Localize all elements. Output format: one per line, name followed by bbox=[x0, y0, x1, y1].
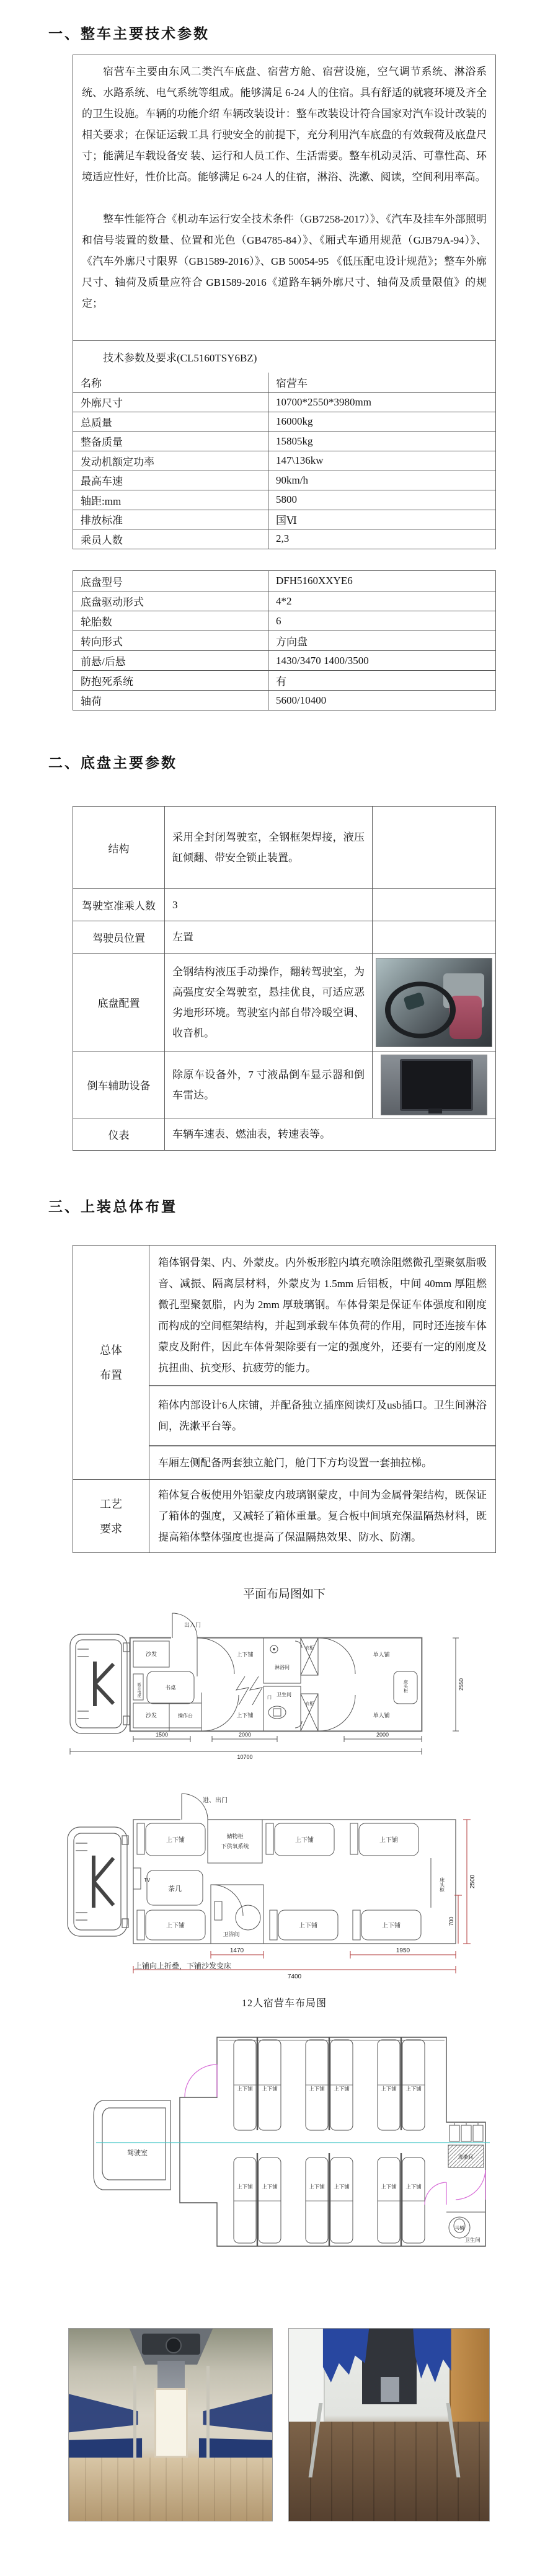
spec-row-value: 15805kg bbox=[268, 432, 495, 451]
craft-label-line2: 要求 bbox=[100, 1522, 122, 1535]
chassis-row-value: 有 bbox=[268, 670, 495, 690]
bunk-label: 上下铺 bbox=[381, 2086, 397, 2092]
bunk-label: 上下铺 bbox=[405, 2184, 422, 2190]
middle-fixtures bbox=[133, 1671, 417, 1705]
wardrobe-label: 衣柜 bbox=[305, 1702, 314, 1706]
row-label: 倒车辅助设备 bbox=[73, 1051, 165, 1118]
spec-row-label: 轴距:mm bbox=[73, 490, 268, 510]
bunk-label: 上下铺 bbox=[237, 2086, 253, 2092]
bunk-label: 上下铺 bbox=[299, 1923, 317, 1929]
row-value: 左置 bbox=[165, 921, 373, 953]
layout-item-structure: 箱体钢骨架、内、外蒙皮。内外板形腔内填充喷涂阻燃微孔型聚氨脂吸音、减振、隔离层材料，外蒙皮为 1.5mm 后铝板，中间 40mm 厚阻燃微孔型聚氨脂，内为 2mm 厚玻璃钢。车体骨架是保证车体强度和刚度而构成的空间框架结构，并起到承载车体负荷的作用，同时还连接车体蒙皮及附件，因此车体骨架除要有一定的强度外，还要有一定的刚度及抗扭曲、抗变形、抗疲劳的能力。 bbox=[158, 1256, 487, 1374]
middle-fixtures bbox=[133, 1858, 431, 1908]
bathroom-label: 卫浴间 bbox=[223, 1931, 240, 1937]
truck-cab-sketch bbox=[68, 1827, 128, 1936]
row-extra bbox=[373, 954, 495, 1051]
chassis-detail-table bbox=[73, 806, 496, 1151]
chassis-row-value: 4*2 bbox=[268, 591, 495, 611]
wardrobe-label: 衣柜 bbox=[305, 1646, 314, 1650]
chassis-row-label: 轮胎数 bbox=[73, 611, 268, 631]
tea-table-label: 茶几 bbox=[168, 1885, 182, 1893]
spec-row-value: 10700*2550*3980mm bbox=[268, 392, 495, 412]
bunk-label: 上下铺 bbox=[166, 1837, 185, 1844]
spec-row-label: 整备质量 bbox=[73, 432, 268, 451]
entry-door-label: 出入门 bbox=[184, 1622, 202, 1628]
row-value: 除原车设备外，7 寸液晶倒车显示器和倒车雷达。 bbox=[165, 1051, 373, 1118]
plans-intro: 平面布局图如下 bbox=[242, 1588, 326, 1601]
bunk-post-left bbox=[133, 2366, 136, 2459]
craft-text: 箱体复合板使用外铝蒙皮内玻璃钢蒙皮，中间为金属骨架结构，既保证了箱体的强度，又减轻了箱体重量。复合板中间填充保温隔热材料，既提高箱体整体强度也提高了保温隔热效果、防水、防潮。 bbox=[149, 1479, 495, 1552]
table-row bbox=[73, 1051, 495, 1118]
chassis-row-label: 轴荷 bbox=[73, 690, 268, 710]
chassis-row-value: 5600/10400 bbox=[268, 690, 495, 710]
layout-label-line2: 布置 bbox=[100, 1368, 122, 1381]
row-extra bbox=[373, 1051, 495, 1118]
cab-label: 驾驶室 bbox=[127, 2149, 148, 2157]
bunk-label: 上下铺 bbox=[262, 2086, 278, 2092]
storage-label-line2: 下供氧系统 bbox=[221, 1843, 249, 1849]
spec-row-label: 总质量 bbox=[73, 412, 268, 432]
floorplan-12person bbox=[59, 1789, 499, 1984]
cab-interior-photo bbox=[376, 958, 492, 1047]
craft-label-line1: 工艺 bbox=[100, 1497, 122, 1510]
chassis-spec-table bbox=[73, 571, 495, 710]
dim-1950: 1950 bbox=[396, 1947, 410, 1954]
standards-paragraph: 整车性能符合《机动车运行安全技术条件（GB7258-2017）》、《汽车及挂车外部照明和信号装置的数量、位置和光色（GB4785-84）》、《厢式车通用规范（GJB79A-94）》、《汽车外廓尺寸限界（GB1589-2016）》、GB 50054-95 《低压配电设计规范》；整车外廓尺寸、轴荷及质量应符合 GB1589-2016《道路车辆外廓尺寸、轴荷及质量限值》的规定； bbox=[82, 213, 487, 309]
end-doorway bbox=[154, 2388, 188, 2458]
row-label: 结构 bbox=[73, 807, 165, 888]
table-row bbox=[73, 1118, 495, 1150]
row-value: 采用全封闭驾驶室，全钢框架焊接，液压缸倾翻、带安全锁止装置。 bbox=[165, 807, 373, 888]
spec-title-row: 技术参数及要求(CL5160TSY6BZ) bbox=[73, 340, 495, 373]
spec-row-value: 5800 bbox=[268, 490, 495, 510]
bunk-label: 上下铺 bbox=[381, 2184, 397, 2190]
nightstand-label: 床头柜 bbox=[403, 1680, 408, 1693]
chassis-row-value: 6 bbox=[268, 611, 495, 631]
chassis-row-label: 前悬/后悬 bbox=[73, 650, 268, 670]
wc-label: 卫生间 bbox=[464, 2237, 480, 2243]
shower-room-label: 淋浴间 bbox=[275, 1665, 290, 1670]
row-extra bbox=[373, 921, 495, 953]
floorplan-24person bbox=[59, 2026, 499, 2265]
storage-label-line1: 储物柜 bbox=[226, 1833, 244, 1839]
dim-2550: 2550 bbox=[458, 1678, 464, 1691]
dim-700: 700 bbox=[448, 1916, 454, 1926]
lcd-monitor bbox=[400, 1059, 473, 1111]
single-bed-label: 单人铺 bbox=[373, 1712, 390, 1719]
fold-note: 上铺向上折叠，下铺沙发变床 bbox=[135, 1962, 232, 1970]
chassis-row-label: 底盘驱动形式 bbox=[73, 591, 268, 611]
bunk-label: 上下铺 bbox=[309, 2184, 325, 2190]
top-beds bbox=[234, 2037, 425, 2130]
row-label: 驾驶员位置 bbox=[73, 921, 165, 953]
spec-row-label: 最高车速 bbox=[73, 471, 268, 490]
chassis-row-value: 1430/3470 1400/3500 bbox=[268, 650, 495, 670]
ac-fan bbox=[166, 2337, 182, 2353]
spec-row-label: 发动机额定功率 bbox=[73, 451, 268, 471]
monitor-photo bbox=[381, 1055, 487, 1115]
table-row bbox=[73, 807, 495, 888]
bunk-label: 上下铺 bbox=[166, 1923, 185, 1929]
overview-paragraph: 宿营车主要由东风二类汽车底盘、宿营方舱、宿营设施，空气调节系统、淋浴系统、水路系统、电气系统等组成。能够满足 6-24 人的住宿。具有舒适的就寝环境及齐全 的卫生设施。车辆的功能介绍 车辆改装设计：整车改装设计符合国家对汽车设计改装的相关要求；在保证运载工具 行驶安全的前提下，充分利用汽车底盘的有效载荷及底盘尺寸；能满足车载设备安 装、运行和人员工作、生活需要。整车机动灵活、可靠性高、环境适应性好，性价比高。能够满足 6-24 人的住宿，淋浴、洗漱、阅读，空间利用率高。 bbox=[82, 66, 487, 183]
interior-corridor-photo-bunks bbox=[288, 2328, 490, 2521]
dim-10700: 10700 bbox=[237, 1754, 253, 1760]
row-value: 车辆车速表、燃油表，转速表等。 bbox=[172, 1128, 330, 1140]
dim-1470: 1470 bbox=[229, 1947, 244, 1954]
door-label: 门 bbox=[267, 1696, 272, 1700]
layout-label-line1: 总体 bbox=[100, 1343, 122, 1357]
plan2-caption: 12人宿营车布局图 bbox=[241, 1998, 327, 2009]
toilet-label: 马桶 bbox=[454, 2225, 464, 2231]
row-value: 全钢结构液压手动操作，翻转驾驶室，为高强度安全驾驶室，悬挂优良，可适应恶劣地形环境。驾驶室内部自带冷暖空调、收音机。 bbox=[165, 954, 373, 1051]
spec-row-value: 147\136kw bbox=[268, 451, 495, 471]
sofa-label: 沙发 bbox=[145, 1712, 157, 1719]
top-row-walls bbox=[133, 1638, 355, 1683]
bunk-label: 上下铺 bbox=[309, 2086, 325, 2092]
table-row bbox=[73, 921, 495, 953]
dim-1500: 1500 bbox=[155, 1732, 169, 1738]
chassis-row-label: 底盘型号 bbox=[73, 571, 268, 591]
craft-label bbox=[73, 1479, 149, 1552]
entry-door-label: 进、出门 bbox=[203, 1797, 228, 1804]
table-row bbox=[73, 953, 495, 1051]
av-tv-label: 影音电视 bbox=[136, 1683, 140, 1697]
spec-row-value: 宿营车 bbox=[276, 378, 308, 390]
bunk-label: 上下铺 bbox=[237, 2184, 253, 2190]
chassis-row-value: DFH5160XXYE6 bbox=[276, 575, 353, 586]
chassis-spec-box bbox=[73, 570, 496, 710]
layout-table bbox=[73, 1245, 496, 1553]
dim-2500: 2500 bbox=[469, 1874, 476, 1889]
chassis-row-label: 转向形式 bbox=[73, 631, 268, 650]
section3-heading: 三、上装总体布置 bbox=[48, 1199, 177, 1215]
chassis-row-label: 防抱死系统 bbox=[73, 670, 268, 690]
washroom-label: 洗漱间 bbox=[458, 2154, 473, 2160]
bottom-row-walls bbox=[133, 1686, 355, 1731]
floorplan-6person bbox=[59, 1612, 499, 1761]
desk-label: 书桌 bbox=[165, 1684, 176, 1691]
monitor-stand bbox=[428, 1109, 442, 1113]
section1-heading: 一、整车主要技术参数 bbox=[48, 26, 210, 42]
row-label: 仪表 bbox=[73, 1118, 165, 1150]
bunk-label: 上下铺 bbox=[262, 2184, 278, 2190]
center-fixture bbox=[381, 2377, 399, 2402]
bunk-post-right bbox=[206, 2366, 210, 2459]
spec-row-value: 90km/h bbox=[268, 471, 495, 490]
nightstand-label: 床头柜 bbox=[439, 1877, 445, 1892]
spec-row-value: 16000kg bbox=[268, 412, 495, 432]
layout-item-interior: 箱体内部设计6人床铺，并配备独立插座阅读灯及usb插口。卫生间淋浴间，洗漱平台等。 bbox=[149, 1385, 495, 1445]
spec-row-value: 2,3 bbox=[268, 529, 495, 549]
console-label: 操作台 bbox=[178, 1713, 193, 1719]
interior-corridor-photo-ac bbox=[68, 2328, 273, 2521]
washroom-fixtures bbox=[446, 2123, 485, 2238]
section1-box bbox=[73, 55, 496, 549]
spec-row-value: 国Ⅵ bbox=[268, 510, 495, 529]
sofa-label: 沙发 bbox=[145, 1651, 157, 1657]
spec-row-label: 排放标准 bbox=[73, 510, 268, 529]
bottom-beds bbox=[234, 2153, 425, 2246]
row-value: 3 bbox=[165, 889, 373, 921]
spec-row-label: 名称 bbox=[73, 373, 268, 392]
bunk-label: 上下铺 bbox=[334, 2184, 350, 2190]
table-row bbox=[73, 888, 495, 921]
bunk-label: 上下铺 bbox=[379, 1837, 398, 1844]
truck-cab-sketch bbox=[94, 2100, 170, 2190]
dark-wood-floor bbox=[289, 2422, 490, 2521]
layout-item-doors: 车厢左侧配备两套独立舱门，舱门下方均设置一套抽拉梯。 bbox=[149, 1445, 495, 1479]
chassis-row-value: 方向盘 bbox=[268, 631, 495, 650]
single-bed-label: 单人铺 bbox=[373, 1652, 390, 1658]
spec-row-label: 外廓尺寸 bbox=[73, 392, 268, 412]
dimension-lines bbox=[70, 1638, 459, 1755]
layout-label bbox=[73, 1246, 149, 1479]
dim-2000b: 2000 bbox=[376, 1732, 389, 1738]
intro-paragraphs bbox=[73, 55, 495, 340]
tv-label: TV bbox=[144, 1877, 151, 1883]
spec-table bbox=[73, 373, 495, 549]
row-extra bbox=[373, 889, 495, 921]
bunk-label: 上下铺 bbox=[236, 1712, 254, 1719]
box-outline bbox=[180, 2037, 485, 2246]
section2-heading: 二、底盘主要参数 bbox=[48, 755, 177, 771]
row-label: 底盘配置 bbox=[73, 954, 165, 1051]
truck-cab-sketch bbox=[70, 1634, 130, 1733]
bunk-label: 上下铺 bbox=[405, 2086, 422, 2092]
dim-2000: 2000 bbox=[238, 1732, 252, 1738]
row-extra bbox=[373, 807, 495, 888]
bunk-label: 上下铺 bbox=[236, 1652, 254, 1658]
toilet-room-label: 卫生间 bbox=[277, 1692, 291, 1697]
wood-floor bbox=[69, 2458, 273, 2521]
bunk-label: 上下铺 bbox=[334, 2086, 350, 2092]
bunk-label: 上下铺 bbox=[295, 1837, 314, 1844]
row-label: 驾驶室准乘人数 bbox=[73, 889, 165, 921]
bunk-label: 上下铺 bbox=[382, 1923, 401, 1929]
dim-7400: 7400 bbox=[287, 1973, 302, 1980]
spec-row-label: 乘员人数 bbox=[73, 529, 268, 549]
